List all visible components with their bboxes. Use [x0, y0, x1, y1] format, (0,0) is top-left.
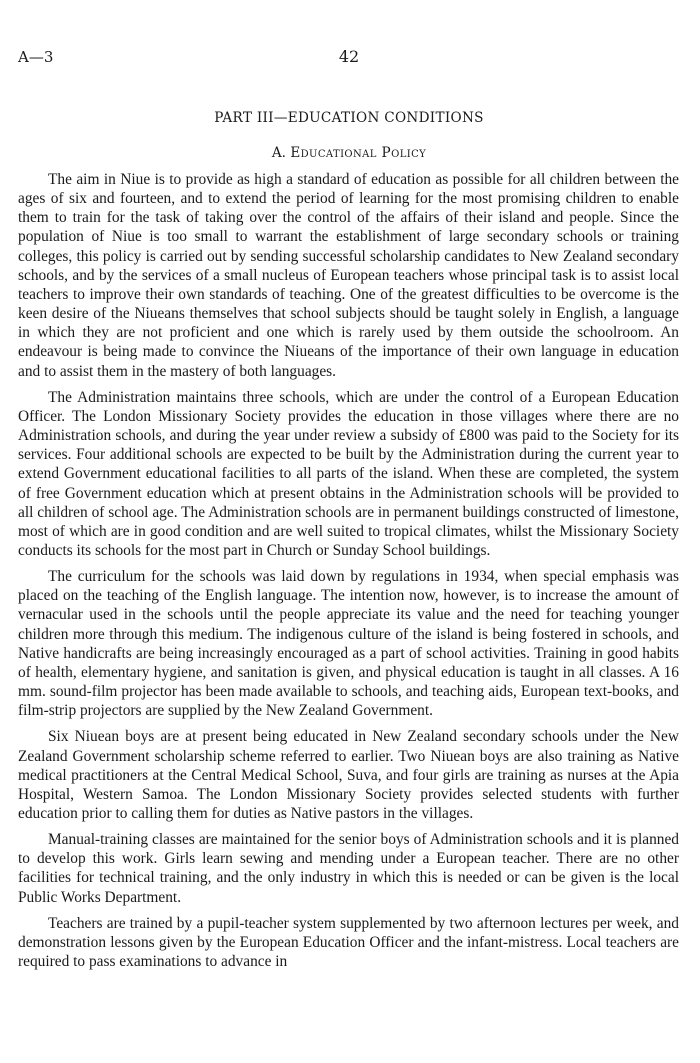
paragraph: Six Niuean boys are at present being educated in New Zealand secondary schools under the New Zealand Government scholarship scheme referred to earlier. Two Niuean boys are also training as Native medical practitioners at the Central Medical School, Suva, and four girls are training as nurses at the Apia Hospital, Western Samoa. The London Missionary Society provides selected students with further education prior to calling them for duties as Native pastors in the villages.	[18, 728, 679, 822]
running-header	[18, 47, 680, 67]
paragraph: The curriculum for the schools was laid down by regulations in 1934, when special emphasis was placed on the teaching of the English language. The intention now, however, is to increase the amount of vernacular used in the schools until the people appreciate its value and the need for teaching younger children more through this medium. The indigenous culture of the island is being fostered in schools, and Native handicrafts are being increasingly encouraged as a part of school activities. Training in good habits of health, elementary hygiene, and sanitation is given, and physical education is taught in all classes. A 16 mm. sound-film projector has been made available to schools, and teaching aids, European text-books, and film-strip projectors are supplied by the New Zealand Government.	[18, 568, 679, 720]
paragraph: Teachers are trained by a pupil-teacher system supplemented by two afternoon lectures per week, and demonstration lessons given by the European Education Officer and the infant-mistress. Local teachers are required to pass examinations to advance in	[18, 914, 679, 971]
body-text	[18, 170, 679, 978]
paragraph: The aim in Niue is to provide as high a standard of education as possible for all children between the ages of six and fourteen, and to extend the period of learning for the most promising children to enable them to train for the task of taking over the control of the affairs of their island and people. Since the population of Niue is too small to warrant the establishment of large secondary schools or training colleges, this policy is carried out by sending successful scholarship candidates to New Zealand secondary schools, and by the services of a small nucleus of European teachers whose principal task is to assist local teachers to improve their own standards of teaching. One of the greatest difficulties to be overcome is the keen desire of the Niueans themselves that school subjects should be taught solely in English, a language in which they are not proficient and one which is rarely used by them outside the schoolroom. An endeavour is being made to convince the Niueans of the importance of their own language in education and to assist them in the mastery of both languages.	[18, 171, 679, 380]
section-title: Educational Policy	[290, 145, 427, 161]
page-number: 42	[338, 47, 360, 66]
paragraph: Manual-training classes are maintained for the senior boys of Administration schools and it is planned to develop this work. Girls learn sewing and mending under a European teacher. There are no other facilities for technical training, and the only industry in which this is needed or can be given is the local Public Works Department.	[18, 831, 679, 906]
section-heading	[18, 144, 680, 162]
paragraph: The Administration maintains three schools, which are under the control of a European Education Officer. The London Missionary Society provides the education in those villages where there are no Administration schools, and during the year under review a subsidy of £800 was paid to the Society for its services. Four additional schools are expected to be built by the Administration during the current year to extend Government educational facilities to all parts of the island. When these are completed, the system of free Government education which at present obtains in the Administration schools will be provided to all children of school age. The Administration schools are in permanent buildings constructed of limestone, most of which are in good condition and are well suited to tropical climates, whilst the Missionary Society conducts its schools for the most part in Church or Sunday School buildings.	[18, 388, 679, 559]
document-reference: A—3	[18, 48, 54, 66]
section-letter: A.	[271, 145, 286, 161]
part-title: PART III—EDUCATION CONDITIONS	[214, 110, 484, 126]
